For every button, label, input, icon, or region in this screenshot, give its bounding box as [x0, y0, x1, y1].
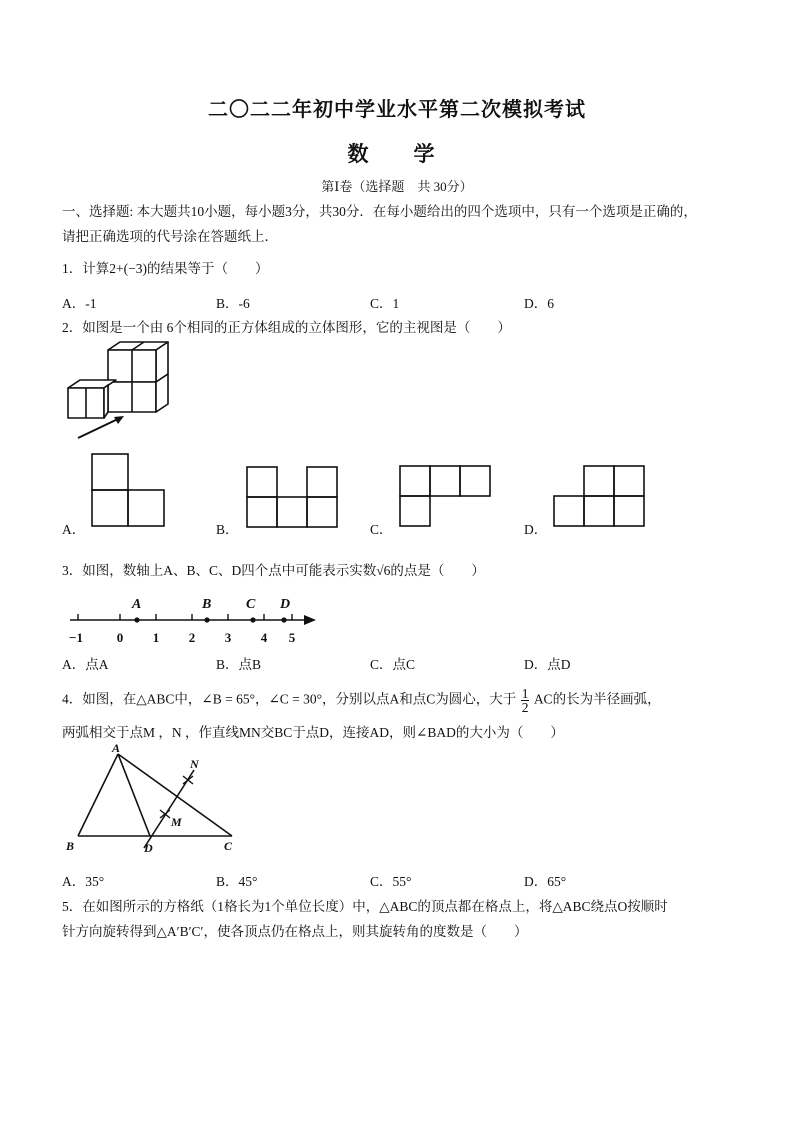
q2-option-b-label: B．	[216, 522, 239, 537]
q4-stem-tail: AC的长为半径画弧，	[533, 691, 661, 707]
question-2-stem: 2．如图是一个由 6个相同的正方体组成的立体图形，它的主视图是（ ）	[62, 320, 511, 335]
q2-option-d-label: D．	[524, 522, 548, 537]
q3-tick-label: 3	[224, 630, 232, 645]
question-4-stem-line-1	[62, 687, 661, 714]
q2-option-c-label: C．	[370, 522, 393, 537]
q4-fraction-numerator: 1	[521, 686, 529, 701]
q3-point-a: A	[132, 597, 142, 612]
q1-option-c: C．1	[370, 296, 400, 311]
q3-point-c: C	[246, 597, 256, 612]
q4-label-m: M	[171, 815, 182, 829]
q3-option-d: D．点D	[524, 657, 571, 672]
q1-option-d: D．6	[524, 296, 554, 311]
q1-option-a: A．-1	[62, 296, 97, 311]
q4-option-b: B．45°	[216, 874, 258, 889]
q2-option-c-figure	[398, 464, 494, 528]
question-1-stem: 1．计算2+(−3)的结果等于（ ）	[62, 261, 269, 276]
q4-label-d: D	[144, 841, 153, 855]
q4-label-a: A	[112, 741, 121, 755]
q3-option-c: C．点C	[370, 657, 416, 672]
q4-option-a: A．35°	[62, 874, 105, 889]
q2-solid-figure	[64, 338, 176, 440]
q3-tick-label: 2	[188, 630, 196, 645]
q4-label-b: B	[66, 839, 75, 853]
question-5-stem-line-2: 针方向旋转得到△A′B′C′，使各顶点仍在格点上，则其旋转角的度数是（ ）	[62, 924, 528, 939]
question-5-stem-line-1: 5．在如图所示的方格纸（1格长为1个单位长度）中，△ABC的顶点都在格点上，将△ABC绕点O按顺时	[62, 899, 668, 914]
q4-label-c: C	[224, 839, 233, 853]
q4-fraction	[521, 687, 530, 714]
q2-option-a-label: A．	[62, 522, 86, 537]
q3-tick-label: 1	[152, 630, 160, 645]
q3-point-b: B	[202, 597, 212, 612]
subject-heading: 数 学	[347, 142, 447, 166]
q4-stem-text: 4．如图，在△ABC中，∠B = 65°，∠C = 30°，分别以点A和点C为圆心，大于	[62, 691, 517, 707]
q4-option-c: C．55°	[370, 874, 412, 889]
q4-option-d: D．65°	[524, 874, 567, 889]
q4-triangle-figure	[62, 740, 247, 856]
question-3-stem: 3．如图，数轴上A、B、C、D四个点中可能表示实数√6的点是（ ）	[62, 563, 485, 578]
q3-option-a: A．点A	[62, 657, 109, 672]
q2-option-b-figure	[245, 465, 341, 529]
q3-point-d: D	[280, 597, 291, 612]
part-heading: 第Ⅰ卷（选择题 共 30分）	[321, 179, 473, 194]
exam-title: 二〇二二年初中学业水平第二次模拟考试	[208, 99, 586, 121]
q2-option-d-figure	[552, 464, 648, 528]
q3-tick-label: 4	[260, 630, 268, 645]
instructions-line-1: 一、选择题: 本大题共10小题，每小题3分，共30分．在每小题给出的四个选项中，只有一个选项是正确的，	[62, 204, 697, 219]
q3-tick-label: 0	[116, 630, 124, 645]
q3-tick-label: −1	[69, 630, 83, 645]
q2-option-a-figure	[90, 452, 168, 528]
question-4-stem-line-2: 两弧相交于点M ，N ，作直线MN交BC于点D，连接AD，则∠BAD的大小为（ ）	[62, 725, 564, 740]
q3-number-line	[62, 592, 322, 650]
q4-fraction-denominator: 2	[521, 700, 529, 715]
q4-label-n: N	[190, 757, 199, 771]
q3-tick-label: 5	[288, 630, 296, 645]
instructions-line-2: 请把正确选项的代号涂在答题纸上．	[62, 229, 278, 244]
q3-option-b: B．点B	[216, 657, 262, 672]
q1-option-b: B．-6	[216, 296, 250, 311]
